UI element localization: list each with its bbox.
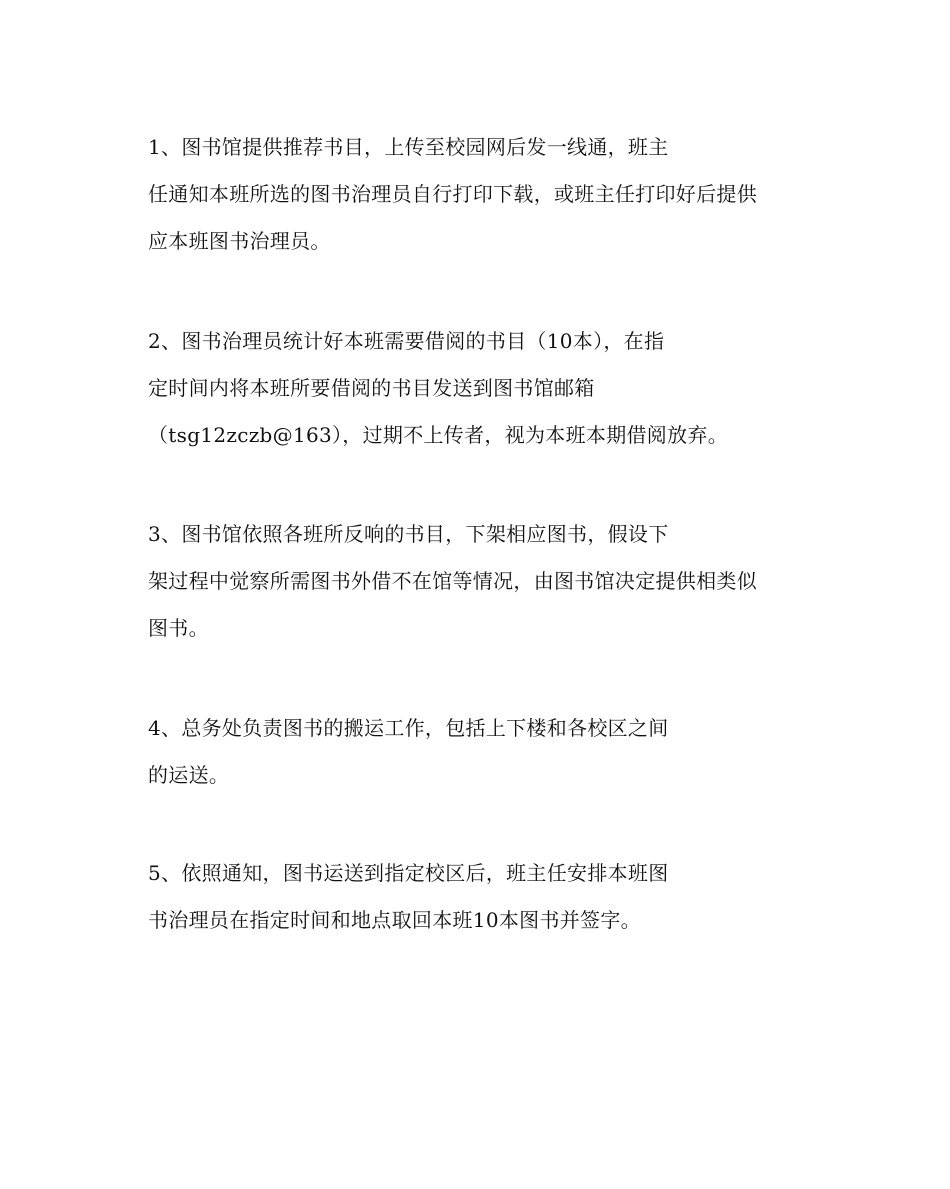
paragraph-2 bbox=[148, 318, 808, 459]
paragraph-line: 任通知本班所选的图书治理员自行打印下载，或班主任打印好后提供 bbox=[148, 182, 757, 206]
paragraph-line: 架过程中觉察所需图书外借不在馆等情况，由图书馆决定提供相类似 bbox=[148, 569, 757, 593]
paragraph-line: 5、依照通知，图书运送到指定校区后，班主任安排本班图 bbox=[148, 861, 669, 885]
paragraph-line: 3、图书馆依照各班所反响的书目，下架相应图书，假设下 bbox=[148, 522, 669, 546]
paragraph-1 bbox=[148, 124, 808, 265]
paragraph-5 bbox=[148, 850, 808, 944]
paragraph-line: 书治理员在指定时间和地点取回本班10本图书并签字。 bbox=[148, 908, 641, 932]
paragraph-4 bbox=[148, 705, 808, 799]
paragraph-line: 应本班图书治理员。 bbox=[148, 229, 331, 253]
paragraph-3 bbox=[148, 511, 808, 652]
paragraph-line: 2、图书治理员统计好本班需要借阅的书目（10本），在指 bbox=[148, 329, 665, 353]
paragraph-line: 图书。 bbox=[148, 616, 209, 640]
paragraph-line: （tsg12zczb@163），过期不上传者，视为本班本期借阅放弃。 bbox=[148, 423, 729, 447]
paragraph-line: 的运送。 bbox=[148, 763, 230, 787]
paragraph-line: 1、图书馆提供推荐书目，上传至校园网后发一线通，班主 bbox=[148, 135, 669, 159]
paragraph-line: 定时间内将本班所要借阅的书目发送到图书馆邮箱 bbox=[148, 376, 595, 400]
paragraph-line: 4、总务处负责图书的搬运工作，包括上下楼和各校区之间 bbox=[148, 716, 669, 740]
